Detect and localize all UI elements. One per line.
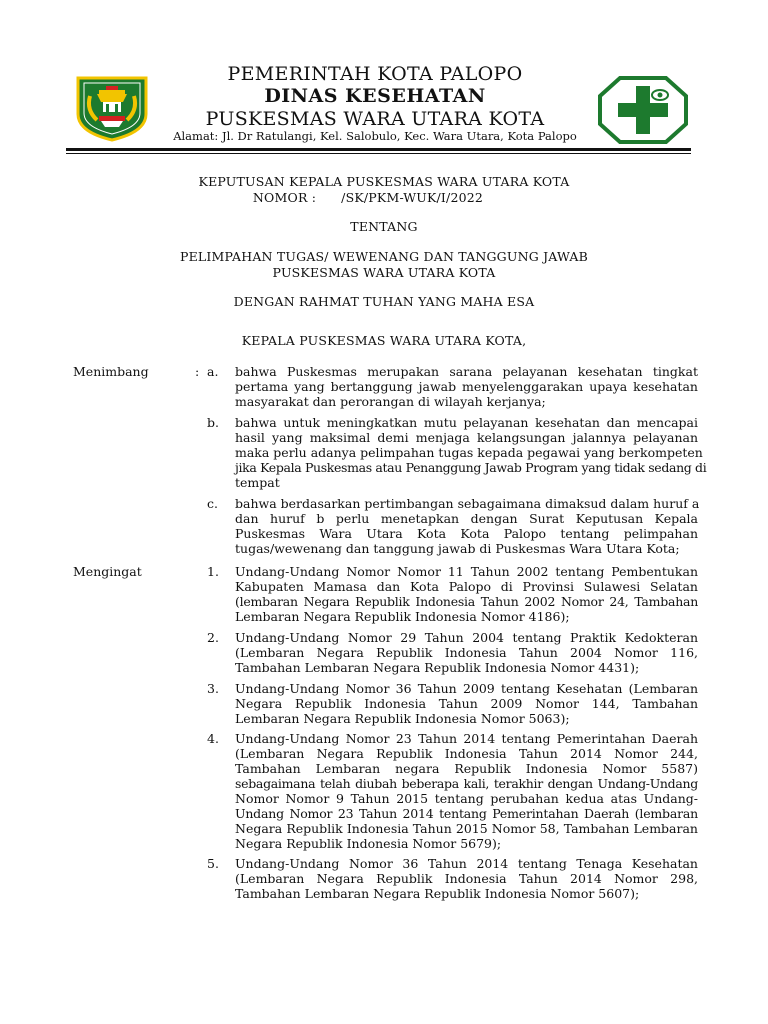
text-line: bahwa berdasarkan pertimbangan sebagaimana dimaksud dalam huruf a <box>235 496 700 511</box>
item-text <box>235 856 698 901</box>
item-marker: 3. <box>207 681 219 696</box>
menimbang-label: Menimbang <box>73 364 149 379</box>
text-line: pertama yang bertanggung jawab menyelenggarakan upaya kesehatan <box>235 379 698 394</box>
tentang-label: TENTANG <box>350 219 418 234</box>
text-line: Kabupaten Mamasa dan Kota Palopo di Provinsi Sulawesi Selatan <box>235 579 698 594</box>
text-line: Negara Republik Indonesia Tahun 2009 Nomor 144, Tambahan <box>235 696 698 711</box>
header-rule-thin <box>66 153 691 154</box>
text-line: tempat <box>235 475 280 490</box>
text-line: (lembaran Negara Republik Indonesia Tahun 2002 Nomor 24, Tambahan <box>235 594 698 609</box>
item-text <box>235 731 698 851</box>
text-line: (Lembaran Negara Republik Indonesia Tahun 2014 Nomor 244, <box>235 746 698 761</box>
palopo-city-emblem-icon <box>73 70 151 142</box>
text-line: masyarakat dan perorangan di wilayah kerjanya; <box>235 394 546 409</box>
text-line: (Lembaran Negara Republik Indonesia Tahun 2014 Nomor 298, <box>235 871 698 886</box>
text-line: Puskesmas Wara Utara Kota Kota Palopo tentang pelimpahan <box>235 526 698 541</box>
text-line: hasil yang maksimal demi menjaga kelangsungan jalannya pelayanan <box>235 430 698 445</box>
text-line: Negara Republik Indonesia Tahun 2015 Nomor 58, Tambahan Lembaran <box>235 821 698 836</box>
text-line: bahwa Puskesmas merupakan sarana pelayanan kesehatan tingkat <box>235 364 698 379</box>
department-name: DINAS KESEHATAN <box>264 85 486 107</box>
decree-subject-line1: PELIMPAHAN TUGAS/ WEWENANG DAN TANGGUNG JAWAB <box>179 249 589 264</box>
text-line: jika Kepala Puskesmas atau Penanggung Jawab Program yang tidak sedang di <box>235 460 707 475</box>
header-rule-thick <box>66 148 691 151</box>
text-line: maka perlu adanya pelimpahan tugas kepada pegawai yang berkompeten <box>235 445 703 460</box>
item-marker: c. <box>207 496 218 511</box>
decree-title: KEPUTUSAN KEPALA PUSKESMAS WARA UTARA KOTA <box>198 174 570 189</box>
text-line: Tambahan Lembaran Negara Republik Indonesia Nomor 5607); <box>235 886 640 901</box>
text-line: Undang-Undang Nomor Nomor 11 Tahun 2002 tentang Pembentukan <box>235 564 698 579</box>
item-marker: a. <box>207 364 219 379</box>
item-text <box>235 364 698 409</box>
text-line: Lembaran Negara Republik Indonesia Nomor 5063); <box>235 711 570 726</box>
decree-number: NOMOR : /SK/PKM-WUK/I/2022 <box>252 190 484 205</box>
item-text <box>235 415 707 490</box>
text-line: Lembaran Negara Republik Indonesia Nomor 4186); <box>235 609 570 624</box>
item-marker: 4. <box>207 731 219 746</box>
item-marker: b. <box>207 415 219 430</box>
text-line: bahwa untuk meningkatkan mutu pelayanan kesehatan dan mencapai <box>235 415 698 430</box>
text-line: Undang Nomor 23 Tahun 2014 tentang Pemerintahan Daerah (lembaran <box>235 806 698 821</box>
text-line: Undang-Undang Nomor 23 Tahun 2014 tentang Pemerintahan Daerah <box>235 731 698 746</box>
letterhead <box>0 0 768 160</box>
item-text <box>235 630 698 675</box>
item-text <box>235 681 698 726</box>
text-line: (Lembaran Negara Republik Indonesia Tahun 2004 Nomor 116, <box>235 645 698 660</box>
address: Alamat: Jl. Dr Ratulangi, Kel. Salobulo, Kec. Wara Utara, Kota Palopo <box>173 129 577 143</box>
text-line: Undang-Undang Nomor 29 Tahun 2004 tentang Praktik Kedokteran <box>235 630 698 645</box>
issuer-line: KEPALA PUSKESMAS WARA UTARA KOTA, <box>241 333 527 348</box>
mengingat-label: Mengingat <box>73 564 142 579</box>
text-line: Undang-Undang Nomor 36 Tahun 2009 tentang Kesehatan (Lembaran <box>235 681 698 696</box>
rahmat-line: DENGAN RAHMAT TUHAN YANG MAHA ESA <box>233 294 535 309</box>
text-line: tugas/wewenang dan tanggung jawab di Puskesmas Wara Utara Kota; <box>235 541 680 556</box>
item-marker: 2. <box>207 630 219 645</box>
decree-subject-line2: PUSKESMAS WARA UTARA KOTA <box>272 265 496 280</box>
letterhead-title <box>160 63 590 131</box>
puskesmas-name: PUSKESMAS WARA UTARA KOTA <box>205 108 545 130</box>
text-line: Tambahan Lembaran Negara Republik Indonesia Nomor 4431); <box>235 660 640 675</box>
text-line: dan huruf b perlu menetapkan dengan Surat Keputusan Kepala <box>235 511 698 526</box>
government-name: PEMERINTAH KOTA PALOPO <box>227 63 523 85</box>
text-line: Undang-Undang Nomor 36 Tahun 2014 tentang Tenaga Kesehatan <box>235 856 698 871</box>
item-text <box>235 564 698 624</box>
puskesmas-logo-icon <box>598 76 688 144</box>
text-line: Tambahan Lembaran negara Republik Indonesia Nomor 5587) <box>235 761 698 776</box>
menimbang-colon: : <box>195 364 200 379</box>
item-text <box>235 496 698 556</box>
item-marker: 1. <box>207 564 219 579</box>
text-line: sebagaimana telah diubah beberapa kali, terakhir dengan Undang-Undang <box>235 776 698 791</box>
text-line: Nomor Nomor 9 Tahun 2015 tentang perubahan kedua atas Undang- <box>235 791 698 806</box>
item-marker: 5. <box>207 856 219 871</box>
text-line: Negara Republik Indonesia Nomor 5679); <box>235 836 502 851</box>
